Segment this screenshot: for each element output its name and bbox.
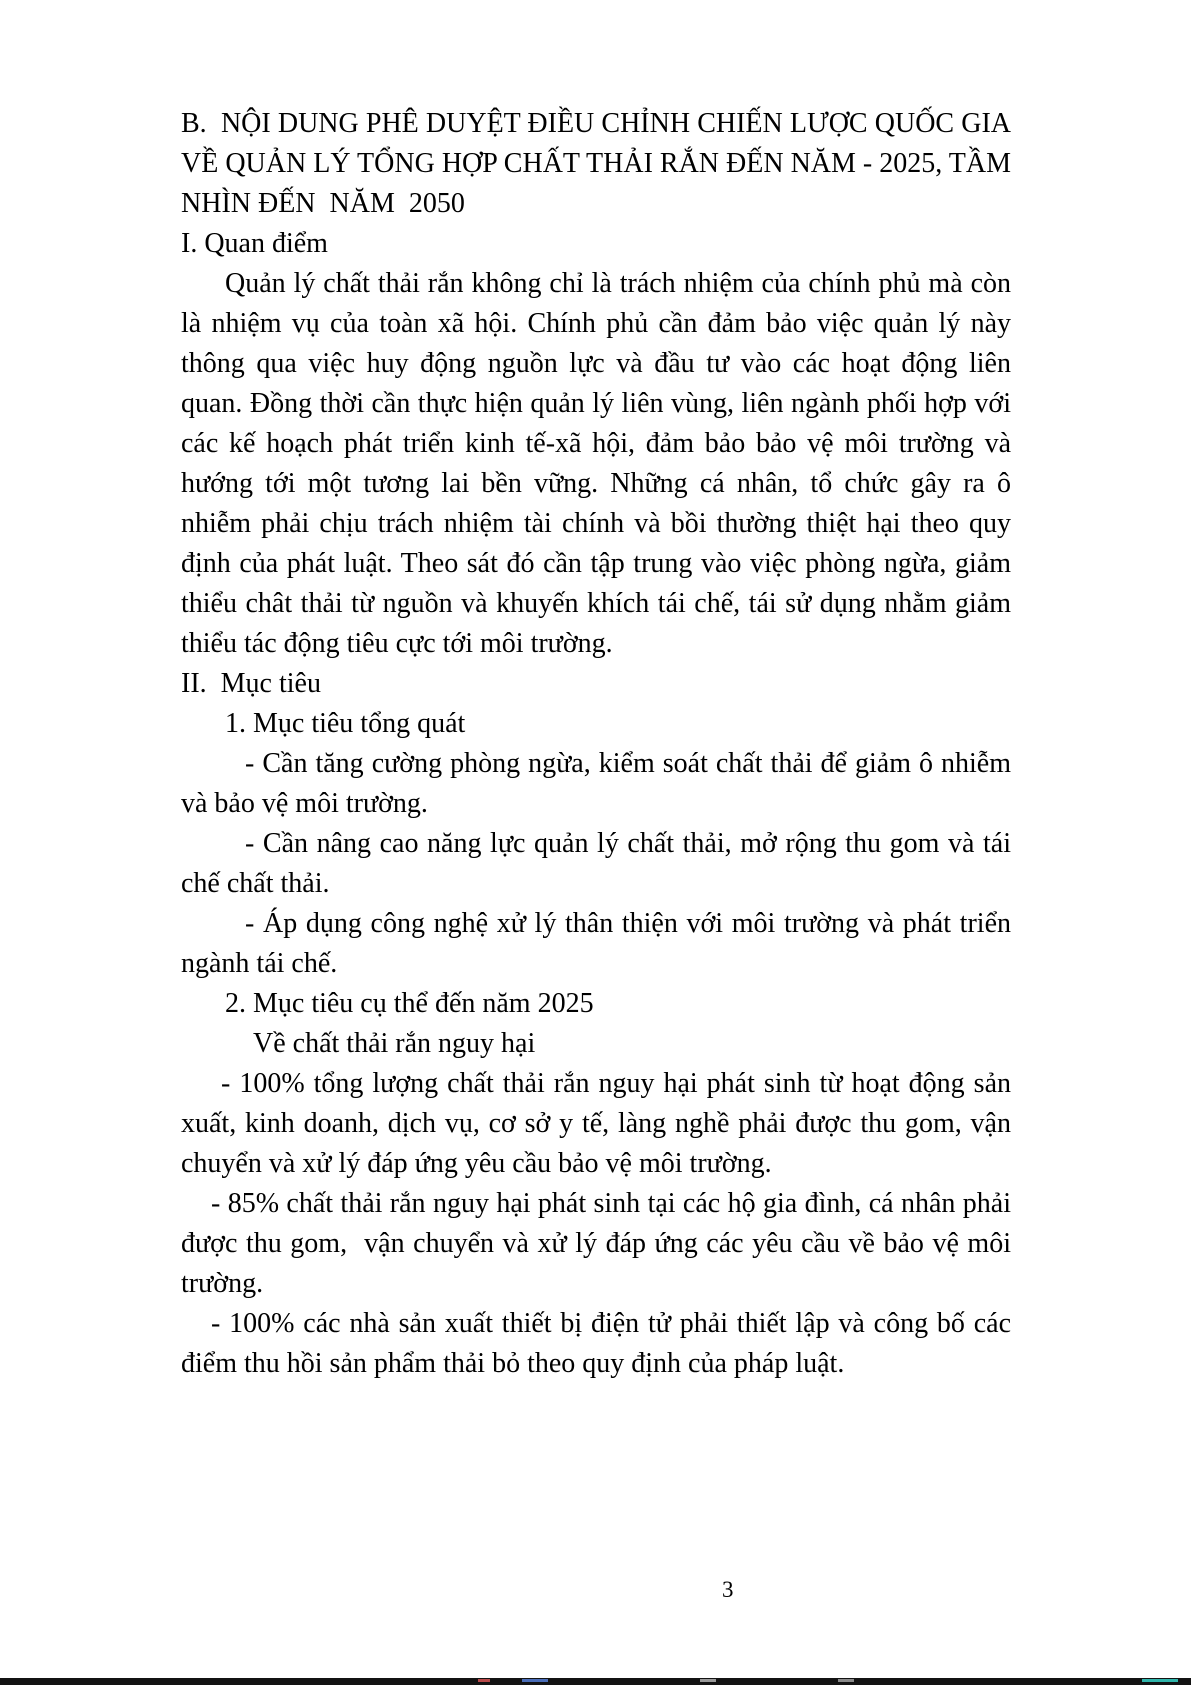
taskbar-icon-sliver xyxy=(522,1679,548,1682)
taskbar-icon-sliver xyxy=(1142,1679,1178,1682)
document-page xyxy=(181,104,1011,1384)
taskbar-icon-sliver xyxy=(838,1679,854,1682)
general-objectives-title: 1. Mục tiêu tổng quát xyxy=(225,708,466,739)
specific-objective-bullet-1: - 100% tổng lượng chất thải rắn nguy hại phát sinh từ hoạt động sản xuất, kinh doanh, dịch vụ, cơ sở y tế, làng nghề phải được thu gom, vận chuyển và xử lý đáp ứng yêu cầu bảo vệ môi trường. xyxy=(181,1068,1011,1179)
section-i-paragraph: Quản lý chất thải rắn không chỉ là trách nhiệm của chính phủ mà còn là nhiệm vụ của toàn xã hội. Chính phủ cần đảm bảo việc quản lý này thông qua việc huy động nguồn lực và đầu tư vào các hoạt động liên quan. Đồng thời cần thực hiện quản lý liên vùng, liên ngành phối hợp với các kế hoạch phát triển kinh tế-xã hội, đảm bảo bảo vệ môi trường và hướng tới một tương lai bền vững. Những cá nhân, tổ chức gây ra ô nhiễm phải chịu trách nhiệm tài chính và bồi thường thiệt hại theo quy định của phát luật. Theo sát đó cần tập trung vào việc phòng ngừa, giảm thiểu chât thải từ nguồn và khuyến khích tái chế, tái sử dụng nhằm giảm thiểu tác động tiêu cực tới môi trường. xyxy=(181,268,1011,659)
hazardous-waste-subtitle: Về chất thải rắn nguy hại xyxy=(253,1028,536,1059)
general-objective-bullet-2: - Cần nâng cao năng lực quản lý chất thải, mở rộng thu gom và tái chế chất thải. xyxy=(181,828,1011,899)
specific-objectives-title: 2. Mục tiêu cụ thể đến năm 2025 xyxy=(225,988,594,1019)
taskbar-edge[interactable] xyxy=(0,1678,1191,1685)
taskbar-icon-sliver xyxy=(700,1679,716,1682)
specific-objective-bullet-2: - 85% chất thải rắn nguy hại phát sinh tại các hộ gia đình, cá nhân phải được thu gom, vận chuyển và xử lý đáp ứng các yêu cầu về bảo vệ môi trường. xyxy=(181,1188,1011,1299)
page-number: 3 xyxy=(722,1577,734,1602)
general-objective-bullet-1: - Cần tăng cường phòng ngừa, kiểm soát chất thải để giảm ô nhiễm và bảo vệ môi trường. xyxy=(181,748,1011,819)
section-i-title: I. Quan điểm xyxy=(181,228,328,259)
general-objective-bullet-3: - Áp dụng công nghệ xử lý thân thiện với môi trường và phát triển ngành tái chế. xyxy=(181,908,1011,979)
taskbar-icon-sliver xyxy=(478,1679,490,1682)
specific-objective-bullet-3: - 100% các nhà sản xuất thiết bị điện tử phải thiết lập và công bố các điểm thu hồi sản phẩm thải bỏ theo quy định của pháp luật. xyxy=(181,1308,1011,1379)
section-ii-title: II. Mục tiêu xyxy=(181,668,321,699)
document-heading: B. NỘI DUNG PHÊ DUYỆT ĐIỀU CHỈNH CHIẾN LƯỢC QUỐC GIA VỀ QUẢN LÝ TỔNG HỢP CHẤT THẢI RẮN ĐẾN NĂM - 2025, TẦM NHÌN ĐẾN NĂM 2050 xyxy=(181,108,1011,219)
